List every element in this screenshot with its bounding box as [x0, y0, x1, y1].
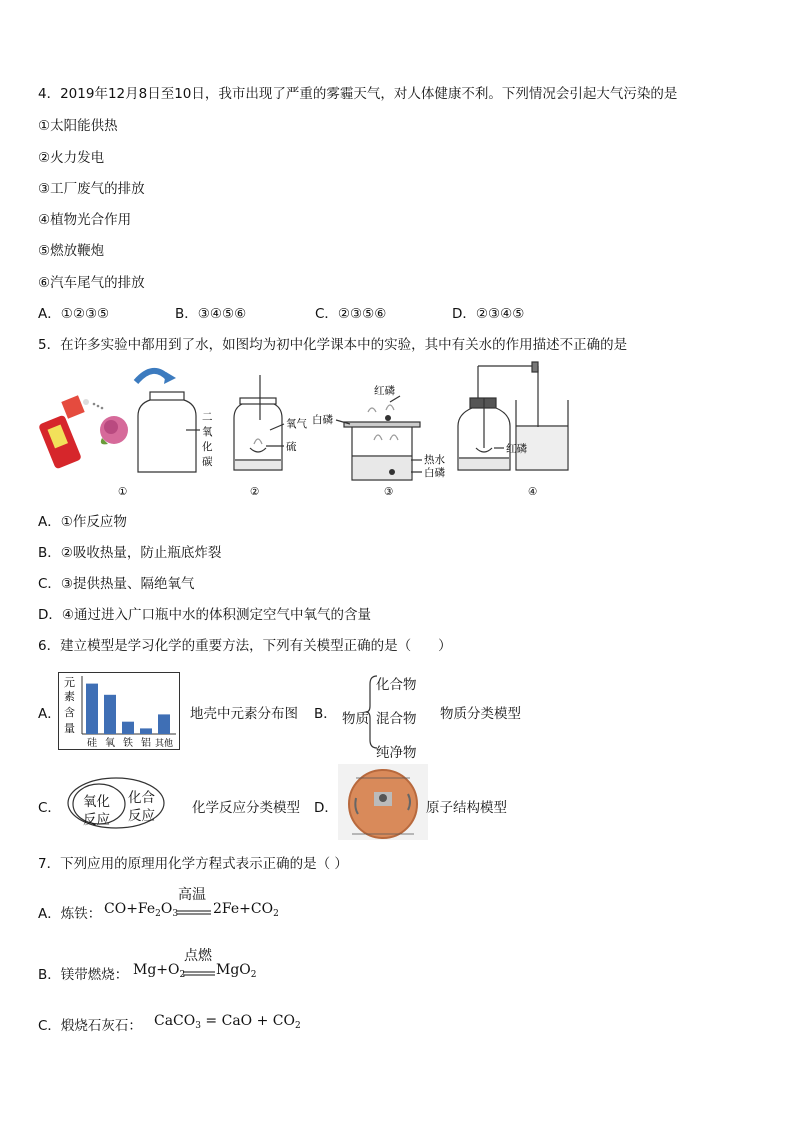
chart-bar-4 — [158, 714, 170, 734]
q6-c-label: C． — [38, 800, 61, 816]
sulfur-jar — [234, 375, 284, 470]
flower-icon — [100, 416, 128, 444]
q4-stem: 4．2019年12月8日至10日，我市出现了严重的雾霾天气，对人体健康不利。下列情况会引起大气污染的是 — [38, 86, 678, 102]
fig-num-4: ④ — [528, 486, 538, 498]
q7-c-label: C．煅烧石灰石： — [38, 1018, 142, 1034]
q7-a-equation-left: $CO+Fe_2O_3$ — [104, 901, 179, 919]
label-co2-2: 氧 — [202, 426, 213, 438]
q5-stem: 5．在许多实验中都用到了水，如图均为初中化学课本中的实验，其中有关水的作用描述不正确的是 — [38, 337, 628, 353]
label-red-p-right: 红磷 — [506, 443, 527, 455]
q4-item: ②火力发电 — [38, 150, 105, 166]
chart-tick-label: 其他 — [154, 739, 174, 749]
fig-num-3: ③ — [384, 486, 394, 498]
q6-a-caption: 地壳中元素分布图 — [190, 706, 298, 722]
c-inner-1: 氧化 — [83, 794, 110, 810]
q7-b-equation-left: $Mg+O_2$ — [133, 962, 186, 980]
q4-item: ④植物光合作用 — [38, 212, 132, 228]
q6-d-caption: 原子结构模型 — [426, 800, 507, 816]
chart-bar-0 — [86, 684, 98, 734]
element-chart — [58, 672, 180, 750]
q6-c-caption: 化学反应分类模型 — [192, 800, 300, 816]
q7-c-equation: CaCO$_3$ = CaO + $CO_2$ — [154, 1013, 301, 1031]
spray-bottle-icon — [38, 395, 103, 469]
q4-item: ①太阳能供热 — [38, 118, 118, 134]
q7-a-condition: 高温 — [178, 887, 206, 903]
q7-a-label: A．炼铁： — [38, 906, 102, 922]
b-item-mixture: 混合物 — [376, 711, 417, 727]
chart-tick-label: 硅 — [87, 738, 97, 749]
q7-b-condition: 点燃 — [184, 948, 212, 964]
c-outer-2: 反应 — [128, 808, 155, 824]
b-root: 物质 — [342, 711, 369, 727]
fig-num-2: ② — [250, 486, 260, 498]
label-co2-3: 化 — [202, 441, 213, 453]
q4-item: ⑥汽车尾气的排放 — [38, 275, 145, 291]
chart-ylabel-2: 素 — [64, 690, 75, 703]
label-sulfur: 硫 — [286, 441, 297, 453]
q5-figure-svg — [38, 360, 598, 500]
q6-stem: 6．建立模型是学习化学的重要方法，下列有关模型正确的是（ ） — [38, 638, 452, 654]
q6-a-label: A． — [38, 706, 61, 722]
q4-option-b: B．③④⑤⑥ — [175, 306, 247, 322]
chart-bar-3 — [140, 728, 152, 734]
chart-tick-label: 铁 — [123, 738, 133, 749]
q7-b-label: B．镁带燃烧： — [38, 967, 129, 983]
element-chart-svg — [58, 672, 180, 750]
c-inner-2: 反应 — [83, 812, 110, 828]
fig-num-1: ① — [118, 486, 128, 498]
q7-stem: 7．下列应用的原理用化学方程式表示正确的是（ ） — [38, 856, 348, 872]
q4-option-d: D．②③④⑤ — [452, 306, 525, 322]
chart-bar-2 — [122, 722, 134, 734]
chart-ylabel-4: 量 — [64, 722, 75, 735]
q5-option-a: A．①作反应物 — [38, 514, 127, 530]
chart-tick-label: 氧 — [105, 738, 115, 749]
chart-ylabel-3: 含 — [64, 706, 75, 719]
q7-a-equal-sign — [177, 904, 211, 910]
label-hot-water: 热水 — [424, 454, 445, 466]
q7-b-equation-right: MgO$_2$ — [216, 962, 257, 980]
q6-b-caption: 物质分类模型 — [440, 706, 521, 722]
q5-figure — [38, 360, 598, 500]
label-co2-1: 二 — [202, 411, 213, 423]
q5-option-c: C．③提供热量、隔绝氧气 — [38, 576, 195, 592]
label-oxygen: 氧气 — [286, 418, 307, 430]
q6-b-label: B． — [314, 706, 337, 722]
chart-tick-label: 铝 — [141, 738, 151, 749]
q4-option-a: A．①②③⑤ — [38, 306, 110, 322]
c-outer-1: 化合 — [128, 790, 155, 806]
q6-d-label: D． — [314, 800, 338, 816]
label-white-p-left: 白磷 — [312, 414, 333, 426]
arrow-icon — [136, 371, 168, 382]
q4-item: ⑤燃放鞭炮 — [38, 243, 105, 259]
q7-a-equation-right: $2Fe+CO_2$ — [213, 901, 279, 919]
q5-option-d: D．④通过进入广口瓶中水的体积测定空气中氧气的含量 — [38, 607, 371, 623]
label-white-p-bottom: 白磷 — [424, 467, 445, 479]
q4-option-c: C．②③⑤⑥ — [315, 306, 387, 322]
q4-item: ③工厂废气的排放 — [38, 181, 145, 197]
atom-model-image — [338, 764, 428, 840]
label-red-p: 红磷 — [374, 385, 395, 397]
co2-jar — [138, 392, 200, 472]
label-co2-4: 碳 — [202, 456, 213, 468]
chart-ylabel-1: 元 — [64, 676, 75, 689]
b-item-compound: 化合物 — [376, 677, 417, 693]
q7-b-equal-sign — [183, 965, 215, 971]
b-item-pure: 纯净物 — [376, 745, 417, 761]
q5-option-b: B．②吸收热量，防止瓶底炸裂 — [38, 545, 222, 561]
chart-bar-1 — [104, 695, 116, 734]
